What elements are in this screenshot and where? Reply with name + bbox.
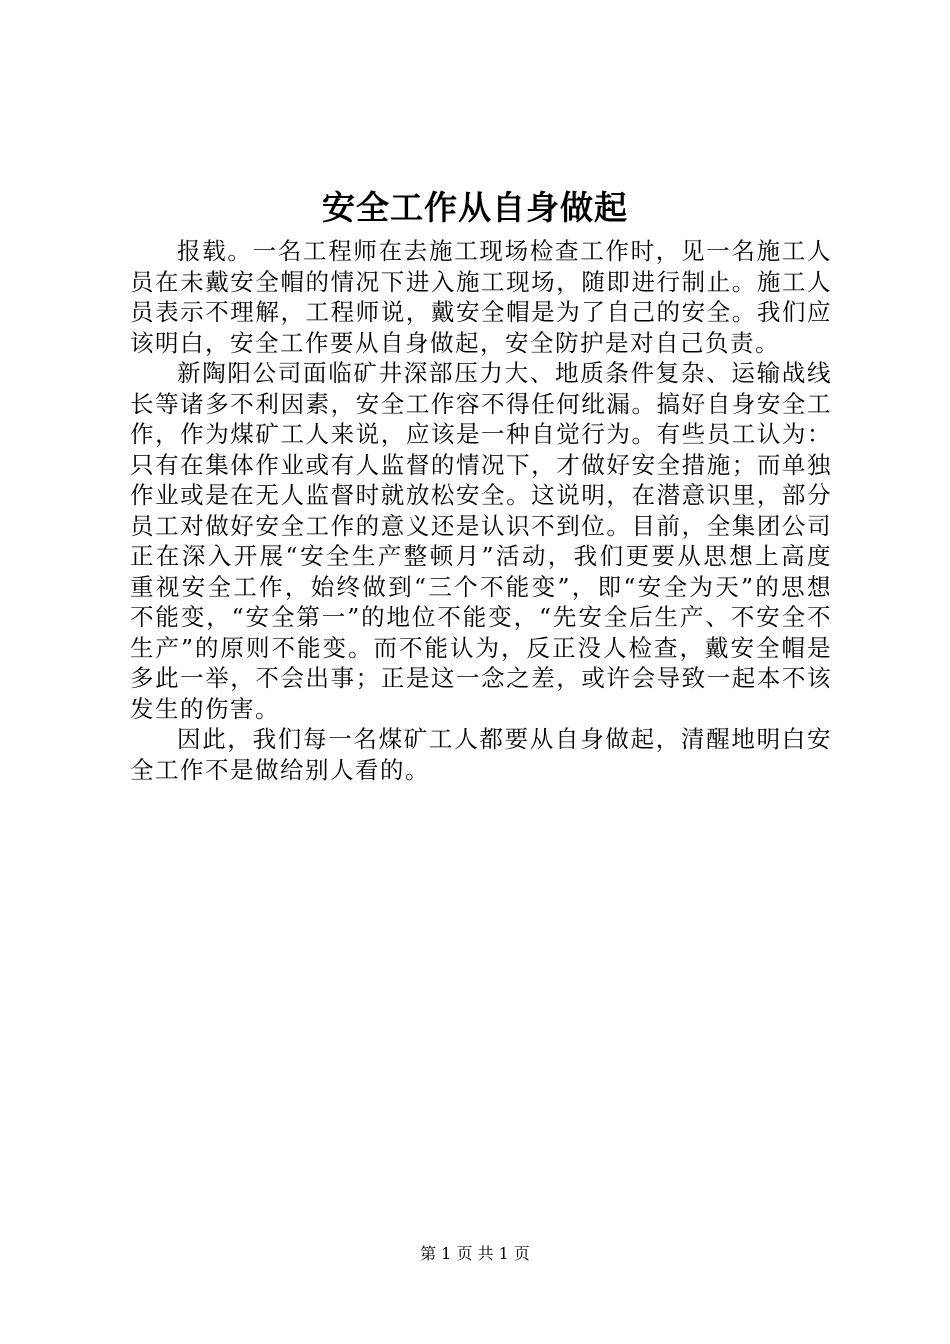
paragraph-2: 新陶阳公司面临矿井深部压力大、地质条件复杂、运输战线长等诸多不利因素，安全工作容不得任何纰漏。搞好自身安全工作，作为煤矿工人来说，应该是一种自觉行为。有些员工认为：只有在集体作业或有人监督的情况下，才做好安全措施；而单独作业或是在无人监督时就放松安全。这说明，在潜意识里，部分员工对做好安全工作的意义还是认识不到位。目前，全集团公司正在深入开展“安全生产整顿月”活动，我们更要从思想上高度重视安全工作，始终做到“三个不能变”，即“安全为天”的思想不能变，“安全第一”的地位不能变，“先安全后生产、不安全不生产”的原则不能变。而不能认为，反正没人检查，戴安全帽是多此一举，不会出事；正是这一念之差，或许会导致一起本不该发生的伤害。 [130,359,832,723]
document-title: 安全工作从自身做起 [322,188,628,227]
paragraph-3: 因此，我们每一名煤矿工人都要从自身做起，清醒地明白安全工作不是做给别人看的。 [130,725,832,784]
paragraph-1: 报载。一名工程师在去施工现场检查工作时，见一名施工人员在未戴安全帽的情况下进入施工现场，随即进行制止。施工人员表示不理解，工程师说，戴安全帽是为了自己的安全。我们应该明白，安全工作要从自身做起，安全防护是对自己负责。 [130,237,832,357]
document-body [130,236,832,785]
page-footer: 第 1 页 共 1 页 [420,1244,530,1263]
